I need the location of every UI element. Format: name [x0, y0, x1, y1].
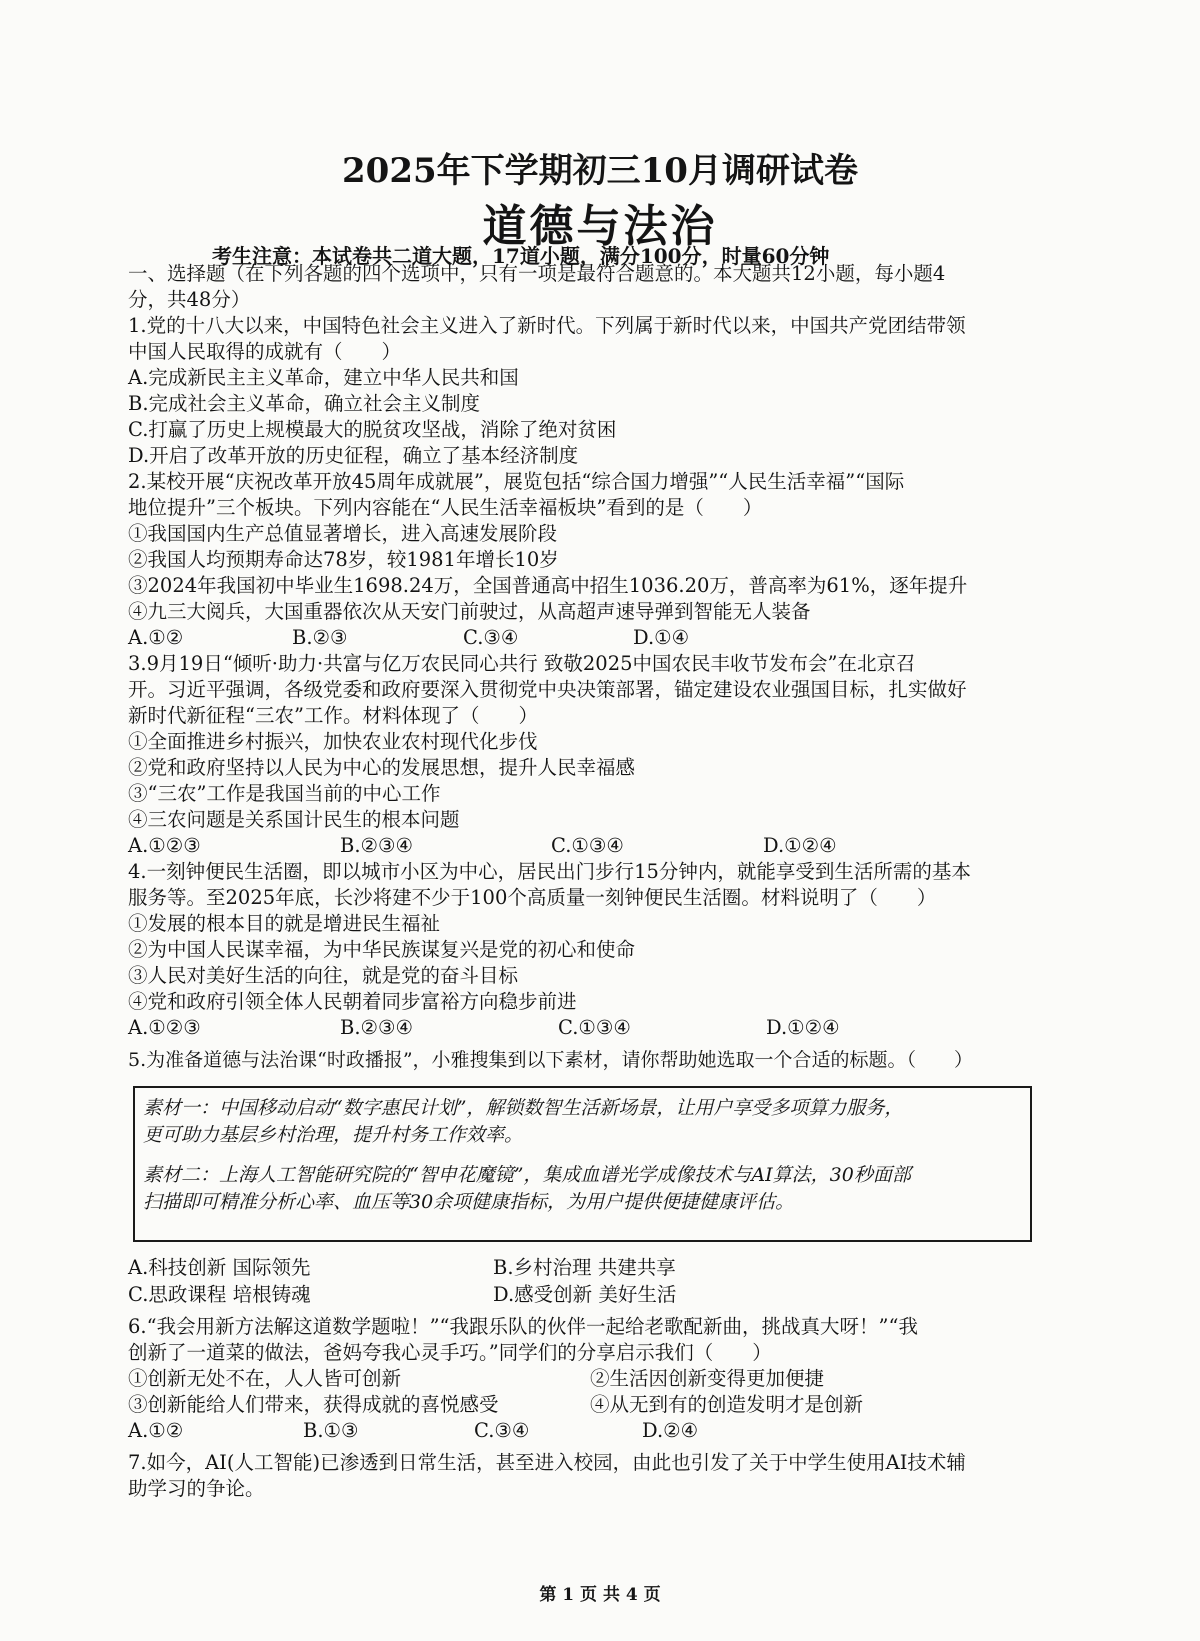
q3-item-4: ④三农问题是关系国计民生的根本问题: [128, 808, 460, 831]
q2-option-c: C.③④: [463, 626, 519, 649]
q4-item-2: ②为中国人民谋幸福，为中华民族谋复兴是党的初心和使命: [128, 938, 636, 961]
q3-stem: 3.9月19日“倾听·助力·共富与亿万农民同心共行 致敬2025中国农民丰收节发布会”在北京召: [128, 652, 916, 675]
q3-option-d: D.①②④: [763, 834, 837, 857]
q6-item-1: ①创新无处不在，人人皆可创新: [128, 1367, 402, 1390]
q2-item-3: ③2024年我国初中毕业生1698.24万，全国普通高中招生1036.20万，普高率为61%，逐年提升: [128, 574, 968, 597]
q2-option-d: D.①④: [633, 626, 690, 649]
section-heading-cont: 分，共48分）: [128, 288, 251, 311]
q4-item-4: ④党和政府引领全体人民朝着同步富裕方向稳步前进: [128, 990, 577, 1013]
q6-item-2: ②生活因创新变得更加便捷: [590, 1367, 825, 1390]
q5-material-2-cont: 扫描即可精准分析心率、血压等30余项健康指标，为用户提供便捷健康评估。: [143, 1191, 795, 1213]
q2-option-b: B.②③: [292, 626, 348, 649]
candidate-notice: 考生注意：本试卷共二道大题，17道小题，满分100分，时量60分钟: [212, 244, 830, 268]
q3-stem-cont: 开。习近平强调，各级党委和政府要深入贯彻党中央决策部署，锚定建设农业强国目标，扎实做好: [128, 678, 967, 701]
q4-item-3: ③人民对美好生活的向往，就是党的奋斗目标: [128, 964, 519, 987]
q5-option-a: A.科技创新 国际领先: [128, 1256, 311, 1279]
q3-item-3: ③“三农”工作是我国当前的中心工作: [128, 782, 441, 805]
q4-stem-cont: 服务等。至2025年底，长沙将建不少于100个高质量一刻钟便民生活圈。材料说明了（ ）: [128, 886, 937, 909]
q6-stem-cont: 创新了一道菜的做法，爸妈夸我心灵手巧。”同学们的分享启示我们（ ）: [128, 1341, 772, 1364]
q6-option-d: D.②④: [642, 1419, 699, 1442]
q4-item-1: ①发展的根本目的就是增进民生福祉: [128, 912, 441, 935]
q7-stem-cont: 助学习的争论。: [128, 1477, 265, 1500]
q6-option-b: B.①③: [303, 1419, 359, 1442]
q1-option-a: A.完成新民主主义革命，建立中华人民共和国: [128, 366, 519, 389]
section-heading: 一、选择题（在下列各题的四个选项中，只有一项是最符合题意的。本大题共12小题，每小题4: [128, 262, 946, 285]
q5-stem: 5.为准备道德与法治课“时政播报”，小雅搜集到以下素材，请你帮助她选取一个合适的标题。（ ）: [128, 1049, 974, 1071]
q6-stem: 6.“我会用新方法解这道数学题啦！”“我跟乐队的伙伴一起给老歌配新曲，挑战真大呀！”“我: [128, 1315, 918, 1338]
q6-item-3: ③创新能给人们带来，获得成就的喜悦感受: [128, 1393, 499, 1416]
q4-stem: 4.一刻钟便民生活圈，即以城市小区为中心，居民出门步行15分钟内，就能享受到生活所需的基本: [128, 860, 971, 883]
q3-item-1: ①全面推进乡村振兴，加快农业农村现代化步伐: [128, 730, 538, 753]
q1-option-d: D.开启了改革开放的历史征程，确立了基本经济制度: [128, 444, 579, 467]
q3-option-a: A.①②③: [128, 834, 201, 857]
q6-item-4: ④从无到有的创造发明才是创新: [590, 1393, 864, 1416]
q4-option-a: A.①②③: [128, 1016, 201, 1039]
q4-option-b: B.②③④: [340, 1016, 413, 1039]
q5-material-2: 素材二：上海人工智能研究院的“智申花魔镜”，集成血谱光学成像技术与AI算法，30秒面部: [143, 1164, 911, 1186]
q5-option-d: D.感受创新 美好生活: [493, 1283, 677, 1306]
q1-stem: 1.党的十八大以来，中国特色社会主义进入了新时代。下列属于新时代以来，中国共产党团结带领: [128, 314, 966, 337]
q1-option-b: B.完成社会主义革命，确立社会主义制度: [128, 392, 481, 415]
q5-material-1: 素材一：中国移动启动“数字惠民计划”，解锁数智生活新场景，让用户享受多项算力服务，: [143, 1097, 904, 1119]
q2-item-4: ④九三大阅兵，大国重器依次从天安门前驶过，从高超声速导弹到智能无人装备: [128, 600, 811, 623]
q1-stem-cont: 中国人民取得的成就有（ ）: [128, 340, 402, 363]
q2-stem: 2.某校开展“庆祝改革开放45周年成就展”，展览包括“综合国力增强”“人民生活幸福”“国际: [128, 470, 905, 493]
q2-item-2: ②我国人均预期寿命达78岁，较1981年增长10岁: [128, 548, 559, 571]
q3-stem-cont2: 新时代新征程“三农”工作。材料体现了（ ）: [128, 704, 538, 727]
q5-option-b: B.乡村治理 共建共享: [493, 1256, 676, 1279]
q2-item-1: ①我国国内生产总值显著增长，进入高速发展阶段: [128, 522, 558, 545]
q5-material-1-cont: 更可助力基层乡村治理，提升村务工作效率。: [143, 1124, 524, 1146]
q5-option-c: C.思政课程 培根铸魂: [128, 1283, 311, 1306]
q3-option-c: C.①③④: [551, 834, 624, 857]
q6-option-c: C.③④: [474, 1419, 530, 1442]
exam-title: 2025年下学期初三10月调研试卷: [342, 151, 858, 191]
subject-title: 道德与法治: [482, 201, 718, 252]
q4-option-d: D.①②④: [766, 1016, 840, 1039]
q3-item-2: ②党和政府坚持以人民为中心的发展思想，提升人民幸福感: [128, 756, 636, 779]
q4-option-c: C.①③④: [558, 1016, 631, 1039]
q7-stem: 7.如今，AI(人工智能)已渗透到日常生活，甚至进入校园，由此也引发了关于中学生使用AI技术辅: [128, 1451, 966, 1474]
q3-option-b: B.②③④: [340, 834, 413, 857]
q1-option-c: C.打赢了历史上规模最大的脱贫攻坚战，消除了绝对贫困: [128, 418, 617, 441]
q2-option-a: A.①②: [128, 626, 184, 649]
q2-stem-cont: 地位提升”三个板块。下列内容能在“人民生活幸福板块”看到的是（ ）: [128, 496, 763, 519]
q6-option-a: A.①②: [128, 1419, 184, 1442]
page-number: 第 1 页 共 4 页: [539, 1585, 661, 1605]
